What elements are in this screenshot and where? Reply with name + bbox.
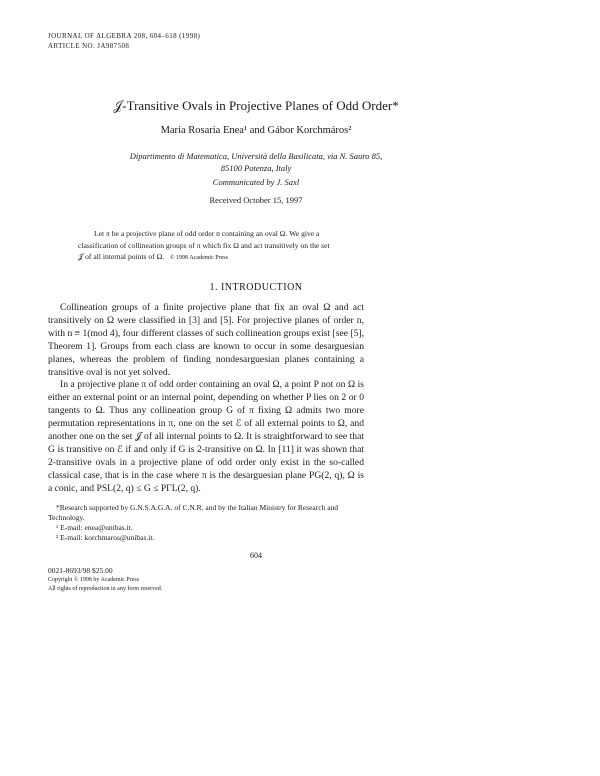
affiliation-line-2: 85100 Potenza, Italy [220,163,292,173]
footer-rights: All rights of reproduction in any form reserved. [48,586,163,592]
abstract-copyright: © 1998 Academic Press [169,255,228,261]
paragraph-1: Collineation groups of a finite projective plane that fix an oval Ω and act transitively on Ω were classified in [3] and [5]. For projective planes of order n, with n ≡ 1(mod 4), four different classes of such collineation groups exist [see [5], Theorem 1]. Groups from each class are known to occur in some desarguesian planes, whereas the problem of finding nondesarguesian planes containing a transitive oval is not yet solved. [48,302,364,378]
affiliation [48,150,464,174]
paper-title: 𝒥-Transitive Ovals in Projective Planes of Odd Order* [113,98,399,113]
page-number: 604 [250,551,262,560]
body-text [48,302,364,496]
abstract [78,228,432,265]
footer-copyright: Copyright © 1998 by Academic Press [48,577,140,583]
footnote-email-1: ¹ E-mail: enea@unibas.it. [56,523,133,532]
footer [48,566,162,594]
journal-citation: JOURNAL OF ALGEBRA 208, 604–618 (1998) [48,32,201,40]
communicated-by: Communicated by J. Saxl [212,177,300,187]
affiliation-line-1: Dipartimento di Matematica, Università della Basilicata, via N. Sauro 85, [129,151,383,161]
received-date: Received October 15, 1997 [209,195,303,205]
abstract-line-3-text: 𝒥 of all internal points of Ω. [78,252,165,261]
abstract-line-1: Let π be a projective plane of odd order n containing an oval Ω. We give a [94,229,320,238]
footer-price: 0021-8693/98 $25.00 [48,566,113,575]
journal-header [48,31,200,51]
paragraph-2: In a projective plane π of odd order containing an oval Ω, a point P not on Ω is either an external point or an internal point, depending on whether P lies on 2 or 0 tangents to Ω. Thus any collineation group G of π fixing Ω admits two more permutation representations in π, one on the set ℰ of all external points to Ω, and another one on the set 𝒥 of all internal points to Ω. It is straightforward to see that G is transitive on ℰ if and only if G is 2-transitive on Ω. In [11] it was shown that 2-transitive ovals in a projective plane of odd order only exist in the so-called classical case, that is in the case where π is the desarguesian plane PG(2, q), Ω is a conic, and PSL(2, q) ≤ G ≤ PΓL(2, q). [48,379,364,494]
footnote-funding: *Research supported by G.N.S.A.G.A. of C.N.R. and by the Italian Ministry for Research and Technology. [48,503,339,522]
footnotes [48,503,364,543]
article-number: ARTICLE NO. JA987508 [48,42,130,50]
footnote-email-2: ² E-mail: korchmaros@unibas.it. [56,533,155,542]
paper-authors: Maria Rosaria Enea¹ and Gábor Korchmáros² [160,125,352,136]
section-heading: 1. INTRODUCTION [209,282,303,293]
abstract-line-3 [78,251,432,265]
abstract-line-2: classification of collineation groups of π which fix Ω and act transitively on the set [78,240,330,250]
